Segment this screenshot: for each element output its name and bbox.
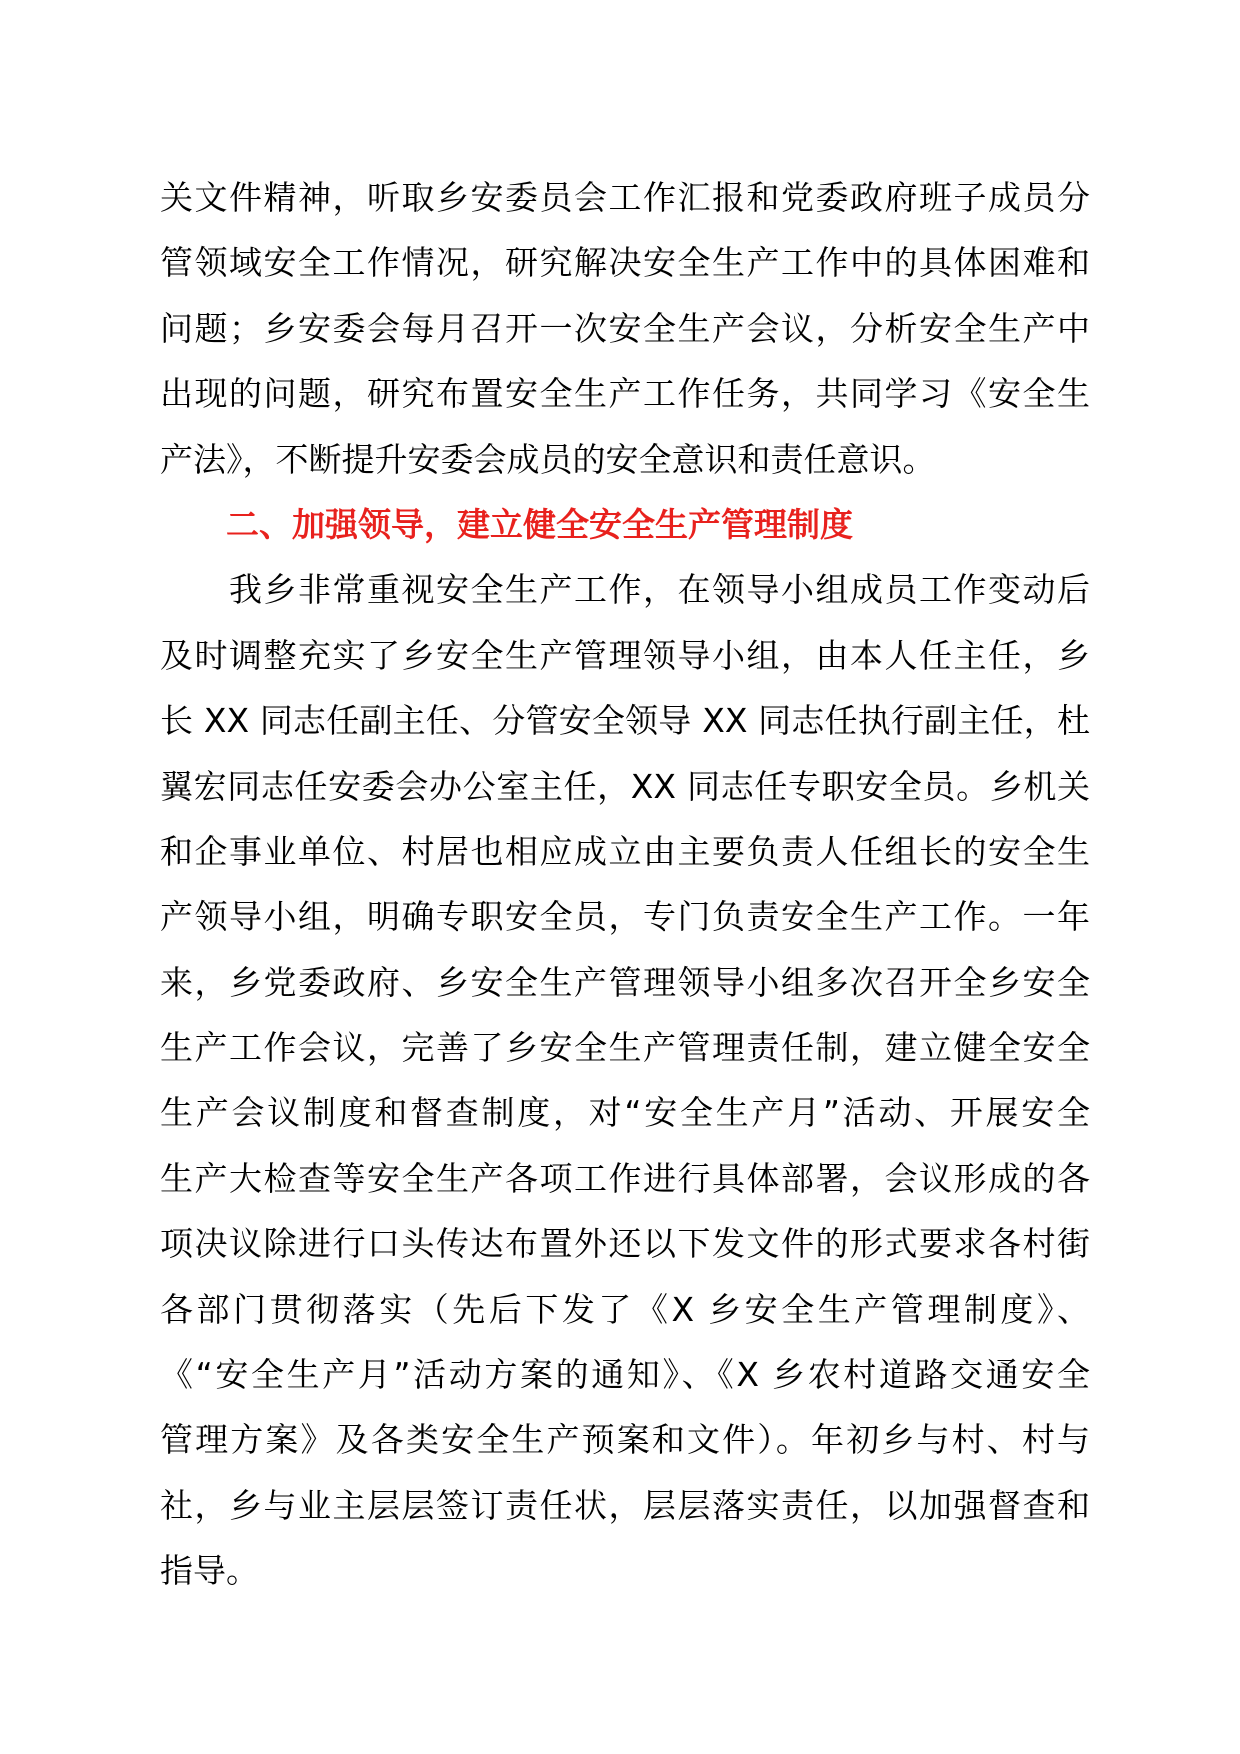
text-line: 各部门贯彻落实（先后下发了《X 乡安全生产管理制度》、 <box>160 1289 1090 1329</box>
text-line: 关文件精神，听取乡安委员会工作汇报和党委政府班子成员分 <box>160 178 1090 217</box>
text-line: 指导。 <box>160 1551 259 1591</box>
text-line: 生产工作会议，完善了乡安全生产管理责任制，建立健全安全 <box>160 1028 1090 1068</box>
text-line: 生产大检查等安全生产各项工作进行具体部署，会议形成的各 <box>160 1158 1090 1198</box>
text-line: 管理方案》及各类安全生产预案和文件）。年初乡与村、村与 <box>160 1420 1090 1460</box>
text-line: 管领域安全工作情况，研究解决安全生产工作中的具体困难和 <box>160 243 1090 283</box>
paragraph-body <box>160 557 1090 1603</box>
text-line: 产领导小组，明确专职安全员，专门负责安全生产工作。一年 <box>160 897 1090 937</box>
text-line: 和企事业单位、村居也相应成立由主要负责人任组长的安全生 <box>160 831 1090 871</box>
text-line: 出现的问题，研究布置安全生产工作任务，共同学习《安全生 <box>160 374 1090 414</box>
document-page <box>160 165 1090 1604</box>
text-line: 长 XX 同志任副主任、分管安全领导 XX 同志任执行副主任，杜 <box>160 701 1090 741</box>
text-line: 来，乡党委政府、乡安全生产管理领导小组多次召开全乡安全 <box>160 962 1090 1002</box>
text-line: 翼宏同志任安委会办公室主任，XX 同志任专职安全员。乡机关 <box>160 766 1090 806</box>
text-line: 生产会议制度和督查制度，对“安全生产月”活动、开展安全 <box>160 1093 1090 1133</box>
text-line: 产法》，不断提升安委会成员的安全意识和责任意识。 <box>160 439 936 479</box>
text-line: 《“安全生产月”活动方案的通知》、《X 乡农村道路交通安全 <box>160 1355 1090 1395</box>
section-heading: 二、加强领导，建立健全安全生产管理制度 <box>160 504 853 544</box>
text-line: 我乡非常重视安全生产工作，在领导小组成员工作变动后 <box>160 570 1090 610</box>
text-line: 及时调整充实了乡安全生产管理领导小组，由本人任主任，乡 <box>160 635 1090 675</box>
paragraph-continuation <box>160 165 1090 492</box>
text-line: 项决议除进行口头传达布置外还以下发文件的形式要求各村街 <box>160 1224 1090 1264</box>
text-line: 社，乡与业主层层签订责任状，层层落实责任，以加强督查和 <box>160 1485 1090 1525</box>
text-line: 问题；乡安委会每月召开一次安全生产会议，分析安全生产中 <box>160 308 1090 348</box>
